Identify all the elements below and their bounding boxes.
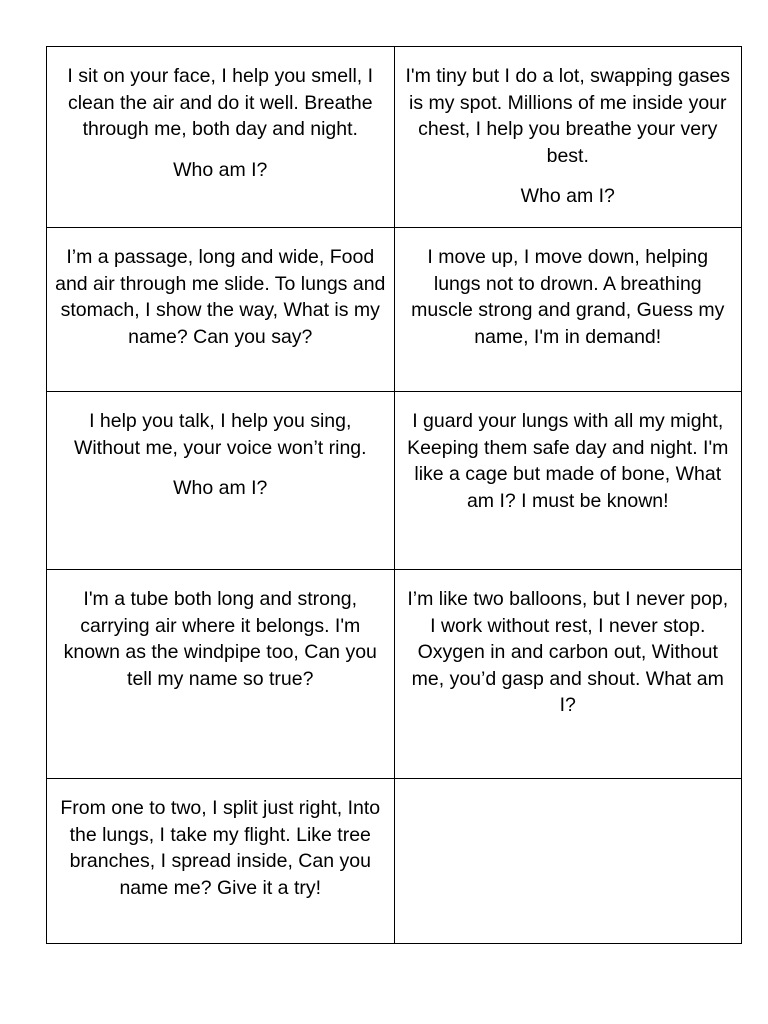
card-row	[47, 228, 742, 392]
riddle-text: I sit on your face, I help you smell, I clean the air and do it well. Breathe through me, both day and night.	[67, 65, 374, 140]
riddle-text: I’m like two balloons, but I never pop, I work without rest, I never stop. Oxygen in and carbon out, Without me, you’d gasp and shout. What am I?	[407, 588, 729, 716]
card-row	[47, 779, 742, 944]
riddle-card-nose	[47, 47, 395, 228]
riddle-question: Who am I?	[173, 158, 268, 181]
card-row	[47, 570, 742, 779]
riddle-text: I help you talk, I help you sing, Without me, your voice won’t ring.	[73, 410, 367, 459]
riddle-card-alveoli	[394, 47, 742, 228]
riddle-card-larynx	[47, 392, 395, 570]
riddle-question: Who am I?	[173, 477, 268, 499]
riddle-card-pharynx	[47, 228, 395, 392]
riddle-card-trachea	[47, 570, 395, 779]
card-row	[47, 47, 742, 228]
riddle-card-diaphragm	[394, 228, 742, 392]
card-row	[47, 392, 742, 570]
riddle-text: I'm tiny but I do a lot, swapping gases is my spot. Millions of me inside your chest, I help you breathe your very best.	[405, 65, 731, 167]
riddle-text: I'm a tube both long and strong, carrying air where it belongs. I'm known as the windpipe too, Can you tell my name so true?	[63, 588, 377, 690]
riddle-card-lungs	[394, 570, 742, 779]
riddle-text: I’m a passage, long and wide, Food and air through me slide. To lungs and stomach, I show the way, What is my name? Can you say?	[55, 246, 386, 348]
riddle-text: I guard your lungs with all my might, Keeping them safe day and night. I'm like a cage but made of bone, What am I? I must be known!	[407, 410, 729, 512]
riddle-card-grid	[46, 46, 742, 944]
empty-card	[394, 779, 742, 944]
riddle-question: Who am I?	[520, 185, 615, 207]
riddle-text: I move up, I move down, helping lungs not to drown. A breathing muscle strong and grand, Guess my name, I'm in demand!	[411, 246, 725, 348]
riddle-card-bronchi	[47, 779, 395, 944]
riddle-text: From one to two, I split just right, Into the lungs, I take my flight. Like tree branches, I spread inside, Can you name me? Give it a try!	[60, 797, 381, 899]
riddle-card-ribcage	[394, 392, 742, 570]
